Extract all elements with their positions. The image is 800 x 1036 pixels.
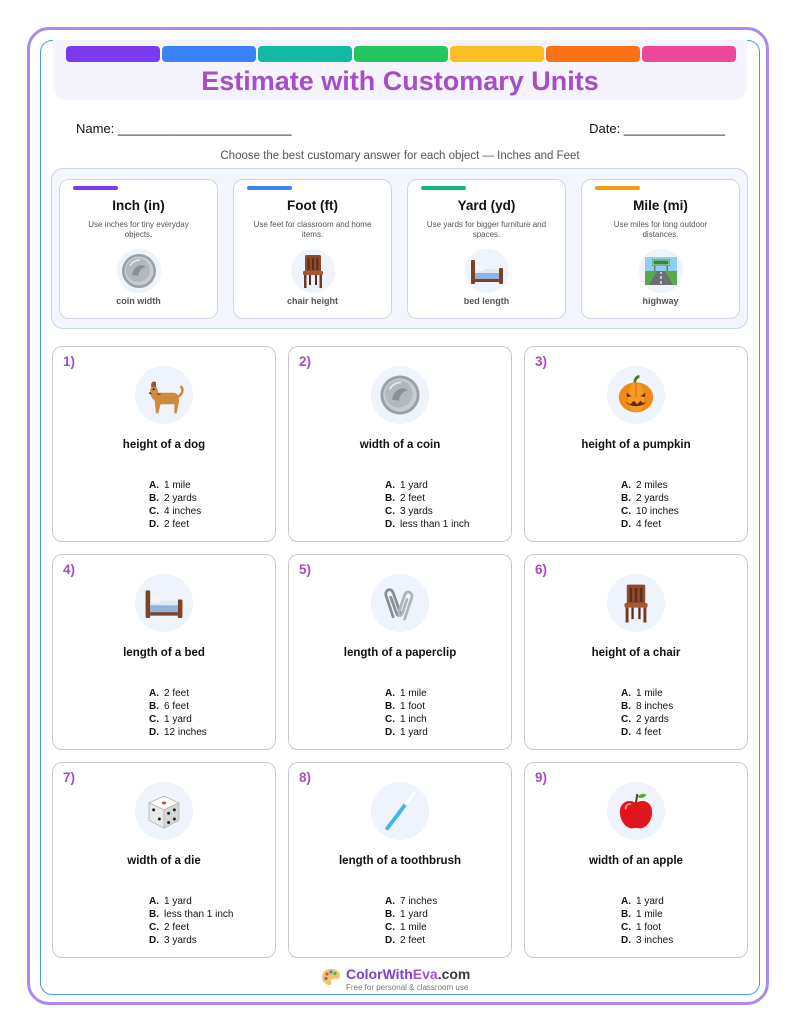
- option-text: 1 yard: [636, 896, 664, 907]
- answer-options: [53, 479, 275, 531]
- option-letter: A.: [149, 480, 159, 491]
- option-letter: B.: [149, 493, 159, 504]
- footer-tagline: Free for personal & classroom use: [346, 983, 469, 992]
- option-text: 3 inches: [636, 935, 674, 946]
- option-letter: D.: [385, 519, 395, 530]
- chair-icon: [607, 574, 665, 632]
- question-card: [288, 554, 512, 750]
- card-accent: [595, 186, 640, 190]
- unit-description: Use feet for classroom and home items.: [253, 220, 372, 239]
- question-number: 4): [63, 562, 76, 577]
- option-letter: B.: [385, 701, 395, 712]
- unit-description: Use yards for bigger furniture and spaces.: [426, 220, 547, 239]
- answer-option[interactable]: [525, 505, 747, 518]
- answer-option[interactable]: [289, 908, 511, 921]
- answer-option[interactable]: [289, 726, 511, 739]
- option-letter: D.: [621, 935, 631, 946]
- answer-option[interactable]: [525, 518, 747, 531]
- option-text: 1 mile: [636, 909, 663, 920]
- question-prompt: width of a coin: [359, 439, 441, 451]
- question-number: 6): [535, 562, 548, 577]
- answer-option[interactable]: [289, 921, 511, 934]
- answer-option[interactable]: [53, 700, 275, 713]
- answer-options: [525, 895, 747, 947]
- answer-option[interactable]: [289, 518, 511, 531]
- option-text: 3 yards: [164, 935, 197, 946]
- option-letter: C.: [621, 922, 631, 933]
- option-text: 2 yards: [636, 714, 669, 725]
- answer-option[interactable]: [289, 505, 511, 518]
- question-number: 1): [63, 354, 76, 369]
- option-letter: C.: [149, 714, 159, 725]
- coin-icon: [117, 249, 161, 293]
- question-card: [288, 762, 512, 958]
- option-letter: B.: [385, 493, 395, 504]
- answer-option[interactable]: [525, 687, 747, 700]
- question-card: [524, 554, 748, 750]
- option-text: 3 yards: [400, 506, 433, 517]
- option-letter: D.: [149, 935, 159, 946]
- option-text: 4 inches: [164, 506, 202, 517]
- option-text: 2 feet: [164, 519, 190, 530]
- card-accent: [247, 186, 292, 190]
- answer-options: [289, 687, 511, 739]
- question-number: 8): [299, 770, 312, 785]
- answer-options: [53, 895, 275, 947]
- option-letter: B.: [621, 909, 631, 920]
- answer-option[interactable]: [525, 934, 747, 947]
- question-prompt: height of a pumpkin: [581, 439, 691, 451]
- option-text: 12 inches: [164, 727, 207, 738]
- pumpkin-icon: [607, 366, 665, 424]
- unit-description: Use inches for tiny everyday objects.: [88, 220, 189, 239]
- answer-options: [525, 479, 747, 531]
- question-prompt: height of a chair: [591, 647, 681, 659]
- question-card: [52, 762, 276, 958]
- option-letter: A.: [385, 896, 395, 907]
- option-text: 7 inches: [400, 896, 438, 907]
- option-text: 1 mile: [400, 922, 427, 933]
- option-text: 2 feet: [400, 493, 426, 504]
- option-letter: A.: [621, 480, 631, 491]
- answer-option[interactable]: [289, 687, 511, 700]
- unit-example-caption: highway: [642, 296, 679, 306]
- answer-option[interactable]: [289, 895, 511, 908]
- option-letter: D.: [621, 519, 631, 530]
- option-text: 1 yard: [400, 480, 428, 491]
- answer-option[interactable]: [289, 492, 511, 505]
- option-letter: D.: [385, 935, 395, 946]
- option-letter: C.: [385, 922, 395, 933]
- question-card: [288, 346, 512, 542]
- option-letter: C.: [149, 506, 159, 517]
- option-letter: C.: [149, 922, 159, 933]
- answer-option[interactable]: [53, 908, 275, 921]
- answer-option[interactable]: [525, 713, 747, 726]
- unit-description: Use miles for long outdoor distances.: [613, 220, 708, 239]
- unit-reference-card: [581, 179, 740, 319]
- card-accent: [73, 186, 118, 190]
- option-letter: D.: [149, 519, 159, 530]
- option-letter: B.: [149, 909, 159, 920]
- option-text: 4 feet: [636, 519, 662, 530]
- option-text: 1 inch: [400, 714, 427, 725]
- question-card: [52, 346, 276, 542]
- question-prompt: length of a toothbrush: [338, 855, 461, 867]
- option-letter: A.: [149, 896, 159, 907]
- color-bar-segment: [354, 46, 448, 62]
- option-letter: D.: [385, 727, 395, 738]
- unit-example-caption: bed length: [463, 296, 510, 306]
- option-text: 1 mile: [164, 480, 191, 491]
- answer-option[interactable]: [53, 492, 275, 505]
- answer-option[interactable]: [525, 479, 747, 492]
- question-card: [524, 346, 748, 542]
- question-prompt: length of a bed: [123, 647, 205, 659]
- question-number: 9): [535, 770, 548, 785]
- question-prompt: width of an apple: [589, 855, 683, 867]
- answer-option[interactable]: [53, 505, 275, 518]
- color-bar-segment: [162, 46, 256, 62]
- rainbow-color-bar: [66, 46, 736, 62]
- answer-option[interactable]: [53, 895, 275, 908]
- question-number: 2): [299, 354, 312, 369]
- option-text: 4 feet: [636, 727, 662, 738]
- answer-option[interactable]: [53, 921, 275, 934]
- answer-options: [289, 895, 511, 947]
- answer-option[interactable]: [289, 700, 511, 713]
- answer-option[interactable]: [289, 479, 511, 492]
- card-accent: [421, 186, 466, 190]
- option-text: 10 inches: [636, 506, 679, 517]
- page-title: Estimate with Customary Units: [201, 66, 599, 96]
- option-text: 1 yard: [164, 714, 192, 725]
- option-letter: B.: [149, 701, 159, 712]
- answer-option[interactable]: [289, 934, 511, 947]
- chair-icon: [291, 249, 335, 293]
- unit-reference-card: [59, 179, 218, 319]
- question-card: [52, 554, 276, 750]
- option-text: 2 feet: [400, 935, 426, 946]
- answer-option[interactable]: [53, 934, 275, 947]
- option-text: 1 foot: [400, 701, 426, 712]
- option-text: 2 feet: [164, 688, 190, 699]
- palette-icon: [321, 967, 341, 987]
- date-field[interactable]: Date: ______________: [589, 121, 725, 136]
- answer-options: [525, 687, 747, 739]
- bed-icon: [135, 574, 193, 632]
- option-letter: B.: [621, 701, 631, 712]
- question-prompt: width of a die: [127, 855, 201, 867]
- coin-icon: [371, 366, 429, 424]
- option-text: 2 feet: [164, 922, 190, 933]
- answer-option[interactable]: [53, 713, 275, 726]
- option-letter: A.: [621, 688, 631, 699]
- answer-option[interactable]: [525, 492, 747, 505]
- option-letter: A.: [385, 688, 395, 699]
- highway-icon: [639, 249, 683, 293]
- unit-example-caption: chair height: [286, 296, 338, 306]
- option-text: 8 inches: [636, 701, 674, 712]
- name-field[interactable]: Name: ________________________: [76, 121, 292, 136]
- option-text: 1 yard: [400, 909, 428, 920]
- option-text: 2 yards: [164, 493, 197, 504]
- question-prompt: height of a dog: [122, 439, 206, 451]
- answer-option[interactable]: [53, 726, 275, 739]
- option-text: 1 foot: [636, 922, 662, 933]
- option-letter: C.: [621, 506, 631, 517]
- color-bar-segment: [546, 46, 640, 62]
- answer-option[interactable]: [53, 687, 275, 700]
- option-text: 1 mile: [400, 688, 427, 699]
- option-letter: B.: [385, 909, 395, 920]
- color-bar-segment: [66, 46, 160, 62]
- unit-example-caption: coin width: [116, 296, 161, 306]
- answer-option[interactable]: [289, 713, 511, 726]
- unit-title: Foot (ft): [287, 198, 338, 213]
- option-text: less than 1 inch: [400, 519, 470, 530]
- color-bar-segment: [450, 46, 544, 62]
- answer-option[interactable]: [525, 921, 747, 934]
- apple-icon: [607, 782, 665, 840]
- question-prompt: length of a paperclip: [343, 647, 457, 659]
- option-letter: C.: [385, 714, 395, 725]
- answer-option[interactable]: [525, 908, 747, 921]
- instructions: Choose the best customary answer for each object — Inches and Feet: [220, 150, 580, 162]
- question-number: 5): [299, 562, 312, 577]
- answer-option[interactable]: [53, 518, 275, 531]
- option-text: 2 yards: [636, 493, 669, 504]
- unit-title: Yard (yd): [457, 198, 516, 213]
- question-number: 3): [535, 354, 548, 369]
- option-text: 1 mile: [636, 688, 663, 699]
- color-bar-segment: [642, 46, 736, 62]
- answer-option[interactable]: [525, 700, 747, 713]
- unit-title: Inch (in): [112, 198, 165, 213]
- answer-options: [53, 687, 275, 739]
- unit-reference-card: [407, 179, 566, 319]
- unit-title: Mile (mi): [633, 198, 688, 213]
- question-card: [524, 762, 748, 958]
- toothbrush-icon: [371, 782, 429, 840]
- option-letter: C.: [385, 506, 395, 517]
- option-text: less than 1 inch: [164, 909, 234, 920]
- option-letter: D.: [149, 727, 159, 738]
- answer-option[interactable]: [53, 479, 275, 492]
- answer-options: [289, 479, 511, 531]
- bed-icon: [465, 249, 509, 293]
- option-text: 1 yard: [164, 896, 192, 907]
- option-letter: A.: [621, 896, 631, 907]
- option-letter: B.: [621, 493, 631, 504]
- option-letter: C.: [621, 714, 631, 725]
- paperclip-icon: [371, 574, 429, 632]
- option-letter: A.: [149, 688, 159, 699]
- option-text: 1 yard: [400, 727, 428, 738]
- option-letter: A.: [385, 480, 395, 491]
- answer-option[interactable]: [525, 895, 747, 908]
- option-text: 2 miles: [636, 480, 668, 491]
- unit-reference-card: [233, 179, 392, 319]
- dog-icon: [135, 366, 193, 424]
- footer-brand[interactable]: ColorWithEva.com: [346, 966, 471, 982]
- color-bar-segment: [258, 46, 352, 62]
- option-letter: D.: [621, 727, 631, 738]
- answer-option[interactable]: [525, 726, 747, 739]
- question-number: 7): [63, 770, 76, 785]
- die-icon: [135, 782, 193, 840]
- option-text: 6 feet: [164, 701, 190, 712]
